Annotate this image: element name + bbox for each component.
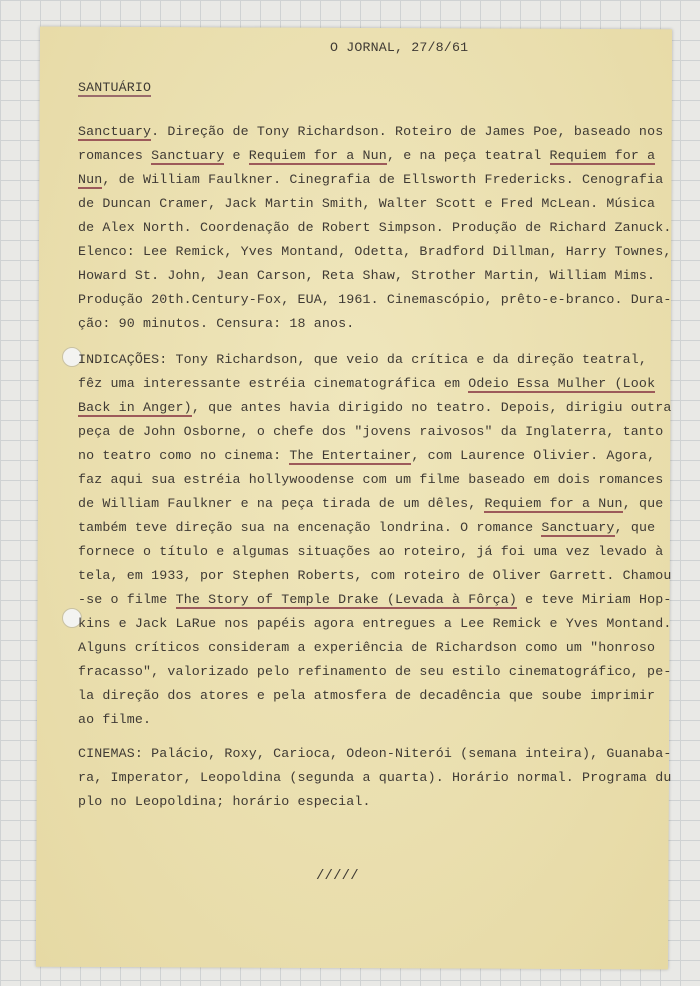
text-line bbox=[78, 376, 655, 391]
text-run: de William Faulkner e na peça tirada de um dêles, bbox=[78, 496, 485, 511]
text-run: ao filme. bbox=[78, 712, 152, 727]
underlined-title: Odeio Essa Mulher (Look bbox=[468, 376, 656, 391]
text-run: plo no Leopoldina; horário especial. bbox=[78, 794, 371, 809]
text-run: , de William Faulkner. Cinegrafia de Ellsworth Fredericks. Cenografia bbox=[102, 172, 664, 187]
text-line bbox=[78, 496, 663, 511]
text-line bbox=[78, 712, 151, 727]
text-run: . Direção de Tony Richardson. Roteiro de James Poe, baseado nos bbox=[151, 124, 664, 139]
underlined-title: Requiem for a bbox=[549, 148, 656, 163]
text-line bbox=[78, 196, 655, 211]
text-line bbox=[78, 770, 671, 785]
end-mark: ///// bbox=[316, 868, 359, 884]
text-run: , que bbox=[622, 496, 664, 511]
underlined-title: Back in Anger) bbox=[78, 400, 192, 415]
text-run: kins e Jack LaRue nos papéis agora entregues a Lee Remick e Yves Montand. bbox=[78, 616, 672, 631]
text-run: INDICAÇÕES: Tony Richardson, que veio da crítica e da direção teatral, bbox=[78, 352, 648, 367]
text-run: faz aqui sua estréia hollywoodense com um filme baseado em dois romances bbox=[78, 472, 664, 487]
text-line bbox=[78, 544, 663, 559]
text-line bbox=[78, 448, 655, 463]
title-text: SANTUÁRIO bbox=[78, 80, 152, 95]
text-run: , com Laurence Olivier. Agora, bbox=[411, 448, 656, 463]
text-run: , que antes havia dirigido no teatro. Depois, dirigiu outra bbox=[191, 400, 672, 415]
text-run: , que bbox=[614, 520, 656, 535]
underlined-title: Requiem for a Nun bbox=[248, 148, 387, 163]
text-run: la direção dos atores e pela atmosfera de decadência que soube imprimir bbox=[78, 688, 656, 703]
text-line bbox=[78, 244, 671, 259]
underlined-title: Nun bbox=[78, 172, 103, 187]
text-line bbox=[78, 472, 663, 487]
text-line bbox=[78, 172, 663, 187]
text-line bbox=[78, 148, 655, 163]
text-run: ção: 90 minutos. Censura: 18 anos. bbox=[78, 316, 355, 331]
text-run: CINEMAS: Palácio, Roxy, Carioca, Odeon-Niterói (semana inteira), Guanaba- bbox=[78, 746, 672, 761]
text-run: e bbox=[224, 148, 249, 163]
text-run: e teve Miriam Hop- bbox=[517, 592, 672, 607]
text-line bbox=[78, 400, 671, 415]
text-line bbox=[78, 520, 655, 535]
text-run: tela, em 1933, por Stephen Roberts, com roteiro de Oliver Garrett. Chamou bbox=[78, 568, 672, 583]
text-line bbox=[78, 352, 647, 367]
text-run: fornece o título e algumas situações ao roteiro, já foi uma vez levado à bbox=[78, 544, 664, 559]
text-run: -se o filme bbox=[78, 592, 176, 607]
text-line bbox=[78, 424, 663, 439]
underlined-title: The Story of Temple Drake (Levada à Fôrça) bbox=[175, 592, 517, 607]
text-line bbox=[78, 316, 354, 331]
text-run: Elenco: Lee Remick, Yves Montand, Odetta, Bradford Dillman, Harry Townes, bbox=[78, 244, 672, 259]
text-line bbox=[78, 664, 671, 679]
text-line bbox=[78, 220, 671, 235]
text-run: fracasso", valorizado pelo refinamento de seu estilo cinematográfico, pe- bbox=[78, 664, 672, 679]
text-run: no teatro como no cinema: bbox=[78, 448, 290, 463]
text-run: fêz uma interessante estréia cinematográfica em bbox=[78, 376, 469, 391]
underlined-title: Sanctuary bbox=[151, 148, 225, 163]
page-title bbox=[78, 80, 151, 95]
text-line bbox=[78, 640, 655, 655]
text-line bbox=[78, 746, 671, 761]
text-run: ra, Imperator, Leopoldina (segunda a quarta). Horário normal. Programa du bbox=[78, 770, 672, 785]
text-line bbox=[78, 124, 663, 139]
text-run: de Duncan Cramer, Jack Martin Smith, Walter Scott e Fred McLean. Música bbox=[78, 196, 656, 211]
text-line bbox=[78, 616, 671, 631]
page-header: O JORNAL, 27/8/61 bbox=[330, 40, 469, 55]
underlined-title: Sanctuary bbox=[78, 124, 152, 139]
text-run: de Alex North. Coordenação de Robert Simpson. Produção de Richard Zanuck. bbox=[78, 220, 672, 235]
text-line bbox=[78, 592, 671, 607]
text-run: Howard St. John, Jean Carson, Reta Shaw, Strother Martin, William Mims. bbox=[78, 268, 656, 283]
text-run: Produção 20th.Century-Fox, EUA, 1961. Cinemascópio, prêto-e-branco. Dura- bbox=[78, 292, 672, 307]
underlined-title: Requiem for a Nun bbox=[484, 496, 623, 511]
text-line bbox=[78, 568, 671, 583]
text-run: romances bbox=[78, 148, 152, 163]
text-run: peça de John Osborne, o chefe dos "jovens raivosos" da Inglaterra, tanto bbox=[78, 424, 664, 439]
text-line bbox=[78, 688, 655, 703]
text-line bbox=[78, 268, 655, 283]
text-run: , e na peça teatral bbox=[386, 148, 550, 163]
text-run: Alguns críticos consideram a experiência de Richardson como um "honroso bbox=[78, 640, 656, 655]
text-run: também teve direção sua na encenação londrina. O romance bbox=[78, 520, 542, 535]
underlined-title: The Entertainer bbox=[289, 448, 412, 463]
text-line bbox=[78, 292, 671, 307]
text-line bbox=[78, 794, 371, 809]
underlined-title: Sanctuary bbox=[541, 520, 615, 535]
